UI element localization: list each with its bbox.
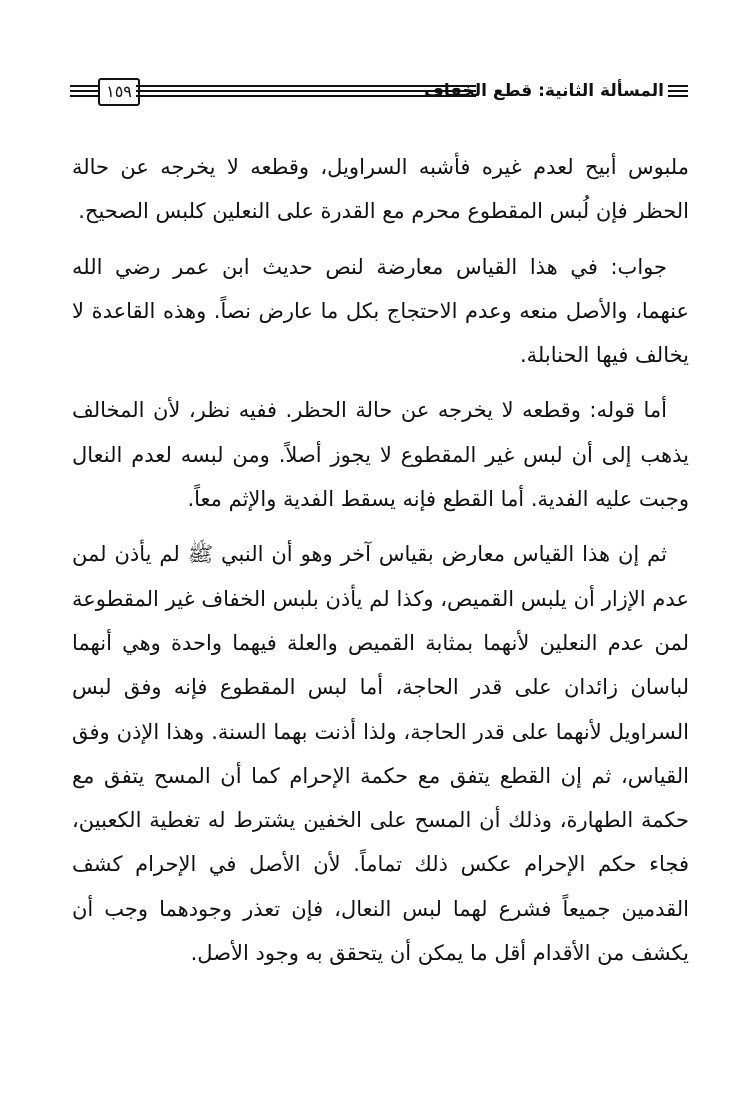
paragraph-answer: جواب: في هذا القياس معارضة لنص حديث ابن عمر رضي الله عنهما، والأصل منعه وعدم الاحتجاج بكل ما عارض نصاً. وهذه القاعدة لا يخالف فيها الحنابلة.: [72, 254, 689, 368]
paragraph-continuation: ملبوس أبيح لعدم غيره فأشبه السراويل، وقطعه لا يخرجه عن حالة الحظر فإن لُبس المقطوع محرم مع القدرة على النعلين كلبس الصحيح.: [72, 155, 689, 224]
header-rule-right: [668, 85, 688, 97]
paragraph-critique: أما قوله: وقطعه لا يخرجه عن حالة الحظر. ففيه نظر، لأن المخالف يذهب إلى أن لبس غير المقطوع لا يجوز أصلاً. ومن لبسه لعدم النعال وجبت عليه الفدية. أما القطع فإنه يسقط الفدية والإثم معاً.: [72, 398, 689, 512]
body-text: [72, 145, 689, 986]
header-rule-left: [70, 85, 98, 97]
paragraph-counter-analogy: ثم إن هذا القياس معارض بقياس آخر وهو أن النبي ﷺ لم يأذن لمن عدم الإزار أن يلبس القميص، وكذا لم يأذن بلبس الخفاف غير المقطوعة لمن عدم النعلين لأنهما بمثابة القميص والعلة فيهما واحدة وهي أنهما لباسان زائدان على قدر الحاجة، أما لبس المقطوع فإنه وفق لبس السراويل لأنهما على قدر الحاجة، ولذا أذنت بهما السنة. وهذا الإذن وفق القياس، ثم إن القطع يتفق مع حكمة الإحرام كما أن المسح يتفق مع حكمة الطهارة، وذلك أن المسح على الخفين يشترط له تغطية الكعبين، فجاء حكم الإحرام عكس ذلك تماماً. لأن الأصل في الإحرام كشف القدمين جميعاً فشرع لهما لبس النعال، فإن تعذر وجودهما وجب أن يكشف من الأقدام أقل ما يمكن أن يتحقق به وجود الأصل.: [72, 542, 689, 966]
page-number: ١٥٩: [98, 78, 140, 106]
chapter-title: المسألة الثانية: قطع الخفاف: [424, 81, 664, 101]
running-header: [70, 76, 688, 106]
